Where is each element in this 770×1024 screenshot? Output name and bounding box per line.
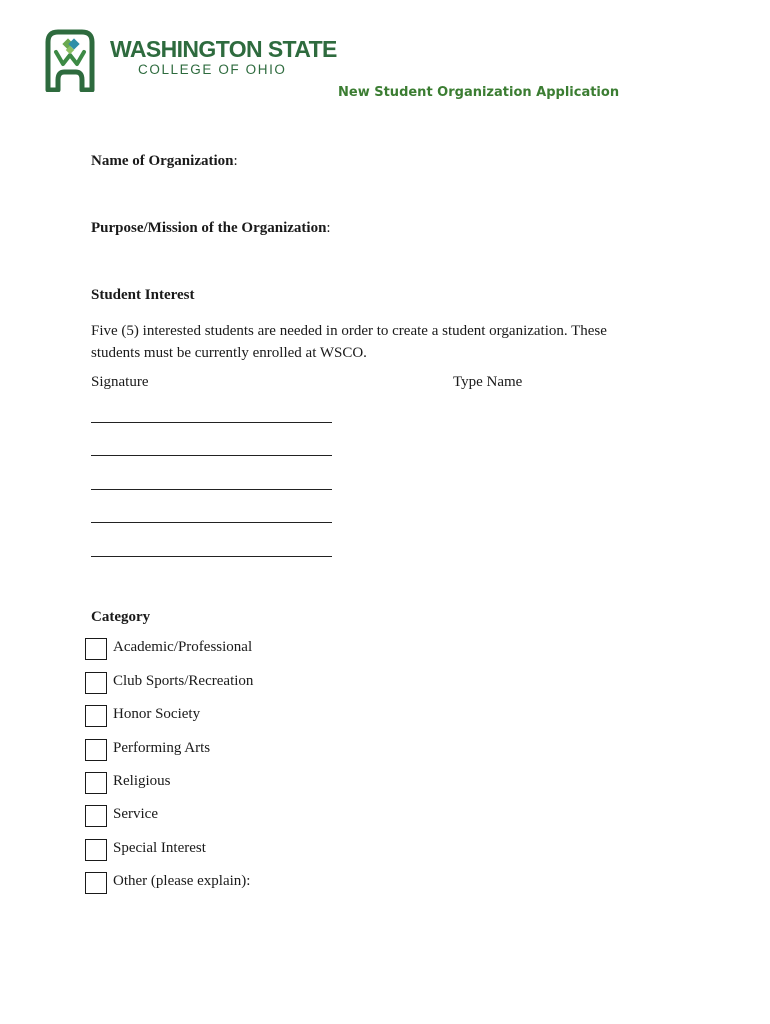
category-option-label: Service bbox=[113, 806, 158, 822]
signature-line-3[interactable] bbox=[91, 489, 332, 490]
category-option-label: Other (please explain): bbox=[113, 873, 251, 889]
category-option-label: Special Interest bbox=[113, 840, 206, 856]
category-option-label: Performing Arts bbox=[113, 740, 211, 756]
category-heading: Category bbox=[91, 609, 151, 625]
category-option-label: Religious bbox=[113, 773, 171, 789]
category-checkbox[interactable] bbox=[85, 805, 107, 827]
signature-column-header: Signature bbox=[91, 374, 149, 390]
category-checkbox[interactable] bbox=[85, 705, 107, 727]
category-checkbox[interactable] bbox=[85, 772, 107, 794]
label-colon: : bbox=[326, 220, 331, 236]
category-checkbox[interactable] bbox=[85, 739, 107, 761]
student-interest-description bbox=[91, 320, 651, 364]
college-logo-icon bbox=[42, 28, 98, 92]
category-checkbox[interactable] bbox=[85, 839, 107, 861]
signature-line-1[interactable] bbox=[91, 422, 332, 423]
category-option-label: Club Sports/Recreation bbox=[113, 673, 254, 689]
type-name-column-header: Type Name bbox=[453, 374, 523, 390]
brand-name: WASHINGTON STATE bbox=[110, 36, 337, 62]
description-line: students must be currently enrolled at WSCO. bbox=[91, 345, 367, 361]
category-option-label: Academic/Professional bbox=[113, 639, 253, 655]
organization-name-label: Name of Organization bbox=[91, 153, 234, 169]
description-line: Five (5) interested students are needed in order to create a student organization. These bbox=[91, 323, 607, 339]
purpose-field-label bbox=[91, 220, 331, 237]
category-checkbox[interactable] bbox=[85, 872, 107, 894]
student-interest-heading: Student Interest bbox=[91, 287, 195, 303]
purpose-label: Purpose/Mission of the Organization bbox=[91, 220, 327, 236]
label-colon: : bbox=[233, 153, 238, 169]
signature-line-5[interactable] bbox=[91, 556, 332, 557]
brand-subtitle: COLLEGE OF OHIO bbox=[138, 62, 287, 77]
signature-line-4[interactable] bbox=[91, 522, 332, 523]
category-option-label: Honor Society bbox=[113, 706, 201, 722]
organization-name-field-label bbox=[91, 153, 238, 170]
category-checkbox[interactable] bbox=[85, 672, 107, 694]
category-checkbox[interactable] bbox=[85, 638, 107, 660]
document-title: New Student Organization Application bbox=[338, 85, 620, 100]
signature-line-2[interactable] bbox=[91, 455, 332, 456]
